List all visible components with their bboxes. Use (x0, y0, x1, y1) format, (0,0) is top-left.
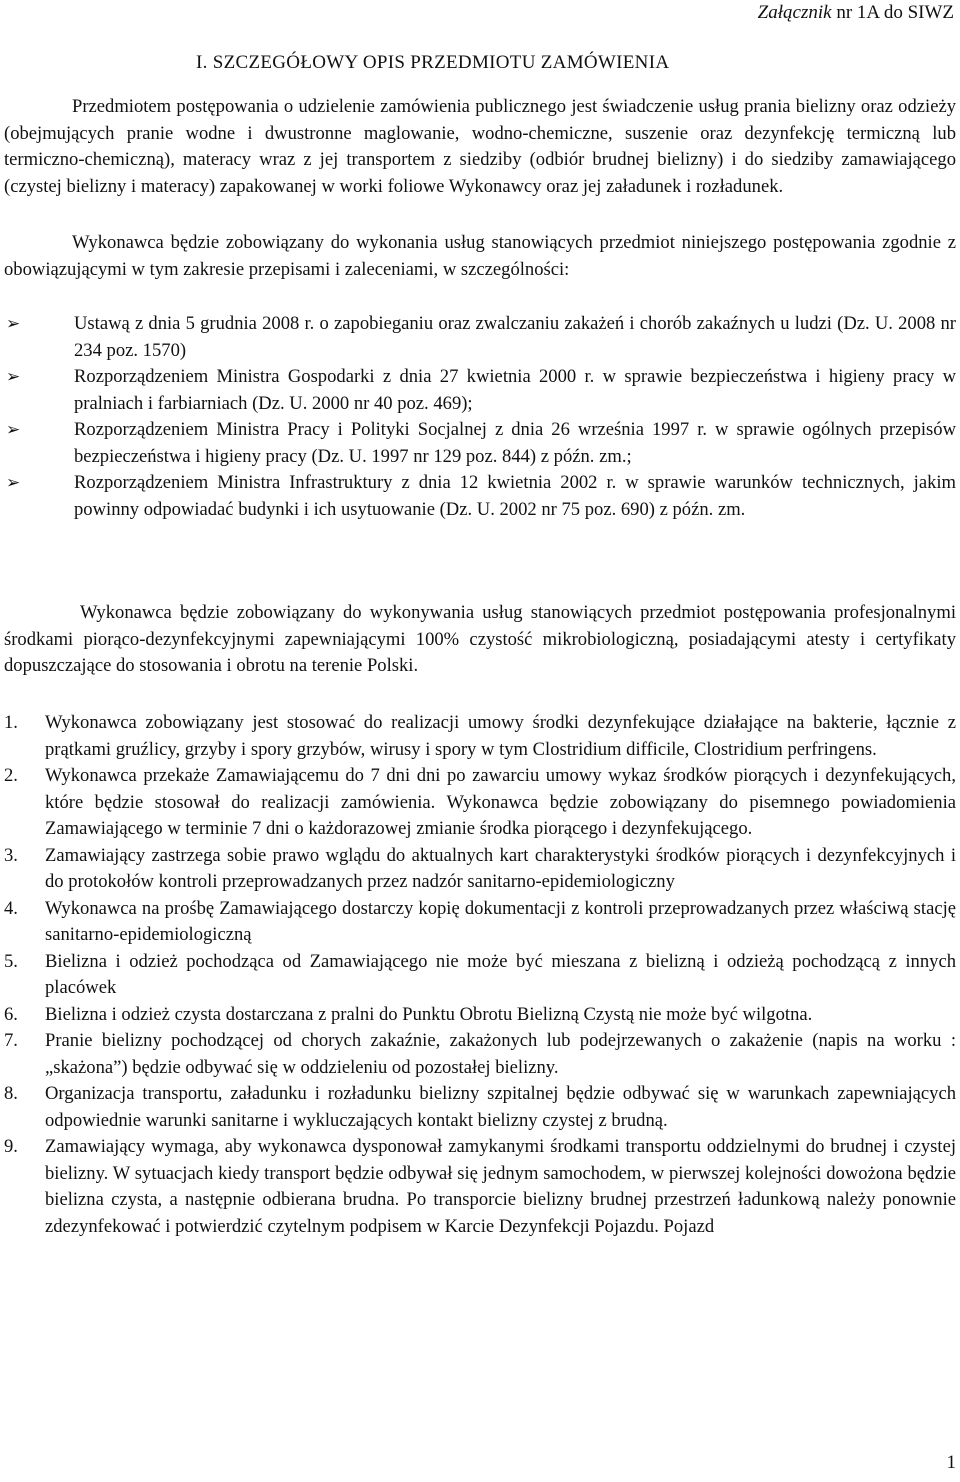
numbered-item (4, 710, 956, 763)
list-item (4, 364, 956, 417)
numbered-item (4, 896, 956, 949)
item-text: Organizacja transportu, załadunku i rozładunku bielizny szpitalnej będzie odbywać się w warunkach zapewniających odpowiednie warunki sanitarne i wykluczających kontakt bielizny czystej z brudną. (45, 1083, 956, 1131)
item-text: Zamawiający zastrzega sobie prawo wglądu do aktualnych kart charakterystyki środków piorących i dezynfekcyjnych i do protokołów kontroli przeprowadzanych przez nadzór sanitarno-epidemiologiczny (45, 844, 956, 892)
obligations-paragraph: Wykonawca będzie zobowiązany do wykonania usług stanowiących przedmiot niniejszego postępowania zgodnie z obowiązującymi w tym zakresie przepisami i zaleceniami, w szczególności: (4, 232, 956, 280)
item-number: 6. (4, 1003, 18, 1025)
numbered-item (4, 1134, 956, 1240)
item-text: Bielizna i odzież pochodząca od Zamawiającego nie może być mieszana z bielizną i odzieżą pochodzącą z innych placówek (45, 950, 956, 998)
arrow-bullet-icon: ➢ (6, 314, 21, 333)
item-number: 7. (4, 1030, 18, 1051)
list-item (4, 417, 956, 470)
list-item-text: Ustawą z dnia 5 grudnia 2008 r. o zapobieganiu oraz zwalczaniu zakażeń i chorób zakaźnych u ludzi (Dz. U. 2008 nr 234 poz. 1570) (74, 313, 956, 361)
intro-paragraph: Przedmiotem postępowania o udzielenie zamówienia publicznego jest świadczenie usług prania bielizny oraz odzieży (obejmujących pranie wodne i dwustronne maglowanie, wodno-chemiczne, suszenie oraz dezynfekcję termiczną lub termiczno-chemiczną), materacy wraz z jej transportem z siedziby (odbiór brudnej bielizny) i do siedziby zamawiającego (czystej bielizny i materacy) zapakowanej w worki foliowe Wykonawcy oraz jej załadunek i rozładunek. (4, 96, 956, 197)
item-number: 5. (4, 950, 18, 972)
item-text: Wykonawca na prośbę Zamawiającego dostarczy kopię dokumentacji z kontroli przeprowadzanych przez właściwą stację sanitarno-epidemiologiczną (45, 897, 956, 945)
numbered-item (4, 1002, 956, 1029)
list-item-text: Rozporządzeniem Ministra Pracy i Polityki Socjalnej z dnia 26 września 1997 r. w sprawie ogólnych przepisów bezpieczeństwa i higieny pracy (Dz. U. 1997 nr 129 poz. 844) z późn. zm.; (74, 419, 956, 467)
list-item-text: Rozporządzeniem Ministra Gospodarki z dnia 27 kwietnia 2000 r. w sprawie bezpieczeństwa i higieny pracy w pralniach i farbiarniach (Dz. U. 2000 nr 40 poz. 469); (74, 366, 956, 414)
numbered-item (4, 1028, 956, 1081)
item-number: 8. (4, 1083, 18, 1104)
item-text: Zamawiający wymaga, aby wykonawca dysponował zamykanymi środkami transportu oddzielnymi do brudnej i czystej bielizny. W sytuacjach kiedy transport będzie odbywał się jednym samochodem, w pierwszej kolejności dowożona będzie bielizna czysta, a następnie odbierana brudna. Po transporcie bielizny brudnej przestrzeń ładunkową należy ponownie zdezynfekować i potwierdzić czytelnym podpisem w Karcie Dezynfekcji Pojazdu. Pojazd (45, 1136, 956, 1237)
item-text: Pranie bielizny pochodzącej od chorych zakaźnie, zakażonych lub podejrzewanych o zakażenie (napis na worku : „skażona”) będzie odbywać się w oddzieleniu od pozostałej bielizny. (45, 1030, 956, 1078)
annex-label-rest: nr 1A do SIWZ (831, 2, 954, 23)
regulations-list (4, 311, 956, 523)
arrow-bullet-icon: ➢ (6, 473, 21, 492)
annex-label (758, 2, 954, 24)
numbered-item (4, 843, 956, 896)
disinfectants-paragraph: Wykonawca będzie zobowiązany do wykonywania usług stanowiących przedmiot postępowania profesjonalnymi środkami piorąco-dezynfekcyjnymi zapewniającymi 100% czystość mikrobiologiczną, posiadającymi atesty i certyfikaty dopuszczające do stosowania i obrotu na terenie Polski. (4, 602, 956, 676)
item-number: 1. (4, 712, 18, 733)
item-text: Bielizna i odzież czysta dostarczana z pralni do Punktu Obrotu Bielizną Czystą nie może być wilgotna. (45, 1003, 813, 1025)
numbered-item (4, 1081, 956, 1134)
item-text: Wykonawca przekaże Zamawiającemu do 7 dni dni po zawarciu umowy wykaz środków piorących i dezynfekujących, które będzie stosował do realizacji zamówienia. Wykonawca będzie zobowiązany do pisemnego powiadomienia Zamawiającego w terminie 7 dni o każdorazowej zmianie środka piorącego i dezynfekującego. (45, 765, 956, 839)
page-number: 1 (946, 1452, 956, 1473)
item-number: 9. (4, 1136, 18, 1157)
numbered-item (4, 949, 956, 1002)
annex-label-italic: Załącznik (757, 2, 832, 23)
arrow-bullet-icon: ➢ (6, 420, 21, 439)
list-item (4, 470, 956, 523)
list-item (4, 311, 956, 364)
section-heading: I. SZCZEGÓŁOWY OPIS PRZEDMIOTU ZAMÓWIENIA (196, 52, 670, 73)
arrow-bullet-icon: ➢ (6, 367, 21, 386)
item-text: Wykonawca zobowiązany jest stosować do realizacji umowy środki dezynfekujące działające na bakterie, łącznie z prątkami gruźlicy, grzyby i spory grzybów, wirusy i spory w tym Clostridium difficile, Clostridium perfringens. (45, 712, 956, 760)
numbered-item (4, 763, 956, 843)
item-number: 3. (4, 844, 18, 866)
item-number: 2. (4, 765, 18, 786)
item-number: 4. (4, 897, 18, 919)
requirements-list (4, 710, 956, 1240)
list-item-text: Rozporządzeniem Ministra Infrastruktury z dnia 12 kwietnia 2002 r. w sprawie warunków technicznych, jakim powinny odpowiadać budynki i ich usytuowanie (Dz. U. 2002 nr 75 poz. 690) z późn. zm. (74, 472, 956, 520)
